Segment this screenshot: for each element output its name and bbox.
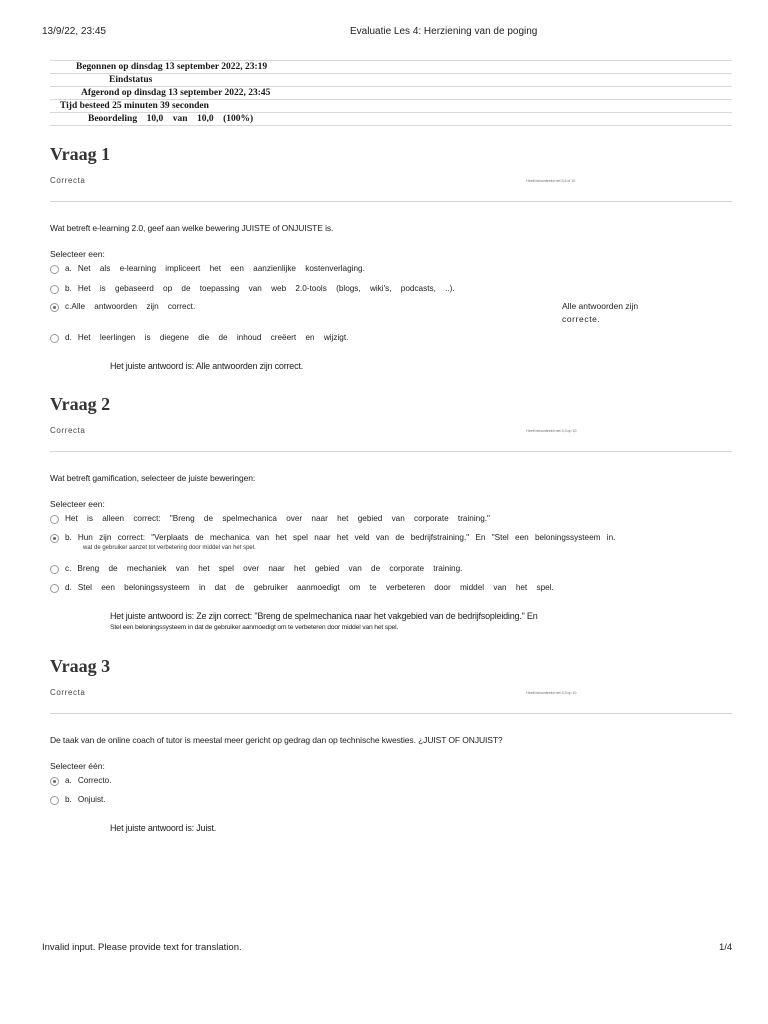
question-1-text: Wat betreft e-learning 2.0, geef aan welke bewering JUISTE of ONJUISTE is. (50, 223, 334, 233)
option-letter: d. (65, 333, 72, 342)
radio-unchecked-icon[interactable] (50, 515, 59, 524)
option-letter: b. (65, 284, 72, 293)
question-3-grade: Heeft beoordeeld met 3,3 op 10 (526, 690, 577, 695)
summary-row-time (50, 99, 732, 112)
option-letter: b. (65, 533, 72, 542)
option-text: c.Alle antwoorden zijn correct. (65, 302, 196, 311)
question-2-right-answer: Het juiste antwoord is: Ze zijn correct: "Breng de spelmechanica naar het vakgebied van de bedrijfsopleiding." En (110, 611, 538, 621)
footer-note: Invalid input. Please provide text for translation. (42, 942, 242, 953)
question-3-text: De taak van de online coach of tutor is meestal meer gericht op gedrag dan op technische kwesties. ¿JUIST OF ONJUIST? (50, 735, 503, 745)
question-1-feedback: Alle antwoorden zijn (562, 301, 639, 311)
question-2-state: Correcta (50, 426, 86, 435)
question-1-feedback-2: correcte. (562, 314, 601, 324)
summary-row-grade (50, 112, 732, 126)
question-1-state: Correcta (50, 176, 86, 185)
radio-unchecked-icon[interactable] (50, 285, 59, 294)
summary-grade: Beoordeling 10,0 van 10,0 (100%) (88, 114, 254, 124)
summary-row-finished (50, 86, 732, 99)
attempt-summary-table (50, 60, 732, 126)
question-1-option-a[interactable] (50, 264, 365, 274)
option-text: Correcto. (77, 776, 112, 785)
question-1-option-c[interactable] (50, 302, 195, 312)
radio-checked-icon[interactable] (50, 777, 59, 786)
question-2-option-c[interactable] (50, 564, 462, 574)
option-text: Het is gebaseerd op de toepassing van web 2.0-tools (blogs, wiki's, podcasts, ..). (77, 284, 455, 293)
question-2-option-d[interactable] (50, 583, 554, 593)
summary-finished: Afgerond op dinsdag 13 september 2022, 23:45 (81, 88, 271, 98)
option-text: Het leerlingen is diegene die de inhoud creëert en wijzigt. (77, 333, 349, 342)
option-letter: b. (65, 795, 72, 804)
option-letter: a. (65, 776, 72, 785)
question-1-title: Vraag 1 (50, 144, 111, 164)
question-1-grade: Heeft beoordeeld met 3,4 of 10 (526, 178, 576, 183)
question-2-text: Wat betreft gamification, selecteer de juiste beweringen: (50, 473, 256, 483)
page-number: 1/4 (719, 942, 733, 953)
radio-unchecked-icon[interactable] (50, 265, 59, 274)
summary-row-started (50, 60, 732, 73)
question-3-divider (50, 713, 732, 714)
option-letter: a. (65, 264, 72, 273)
question-3-title: Vraag 3 (50, 656, 111, 676)
option-letter: d. (65, 583, 72, 592)
question-1-option-d[interactable] (50, 333, 348, 343)
summary-started: Begonnen op dinsdag 13 september 2022, 23:19 (76, 62, 268, 72)
option-text: Hun zijn correct: "Verplaats de mechanica van het spel naar het veld van de bedrijfstraining." En "Stel een beloningssysteem in. (77, 533, 616, 542)
option-text: Stel een beloningssysteem in dat de gebruiker aanmoedigt om te verbeteren door middel van het spel. (77, 583, 554, 592)
page-title: Evaluatie Les 4: Herziening van de poging (350, 26, 538, 37)
question-1-right-answer: Het juiste antwoord is: Alle antwoorden zijn correct. (110, 361, 303, 371)
option-text: Breng de mechaniek van het spel over naar het gebied van de corporate training. (77, 564, 463, 573)
question-3-option-a[interactable] (50, 776, 112, 786)
question-2-divider (50, 451, 732, 452)
question-3-state: Correcta (50, 688, 86, 697)
radio-checked-icon[interactable] (50, 534, 59, 543)
question-3-right-answer: Het juiste antwoord is: Juist. (110, 823, 217, 833)
summary-row-status (50, 73, 732, 86)
question-2-title: Vraag 2 (50, 394, 111, 414)
radio-checked-icon[interactable] (50, 303, 59, 312)
question-1-divider (50, 201, 732, 202)
radio-unchecked-icon[interactable] (50, 334, 59, 343)
question-2-right-answer-2: Stel een beloningssysteem in dat de gebruiker aanmoedigt om te verbeteren door middel van het spel. (110, 624, 399, 631)
question-1-prompt: Selecteer een: (50, 249, 105, 259)
question-2-grade: Heeft beoordeeld met 3,3 op 10 (526, 428, 577, 433)
question-2-option-b-continuation: wat de gebruiker aanzet tot verbetering door middel van het spel. (83, 545, 256, 551)
option-text: Net als e-learning impliceert het een aanzienlijke kostenverlaging. (77, 264, 365, 273)
question-2-option-a[interactable] (50, 514, 490, 524)
radio-unchecked-icon[interactable] (50, 796, 59, 805)
question-3-prompt: Selecteer één: (50, 761, 105, 771)
radio-unchecked-icon[interactable] (50, 584, 59, 593)
print-datetime: 13/9/22, 23:45 (42, 26, 106, 37)
question-3-option-b[interactable] (50, 795, 106, 805)
summary-time: Tijd besteed 25 minuten 39 seconden (60, 101, 209, 111)
option-text: Het is alleen correct: "Breng de spelmechanica over naar het gebied van corporate training." (65, 514, 490, 523)
summary-status: Eindstatus (109, 75, 153, 85)
question-2-prompt: Selecteer een: (50, 499, 105, 509)
option-text: Onjuist. (77, 795, 106, 804)
radio-unchecked-icon[interactable] (50, 565, 59, 574)
question-2-option-b[interactable] (50, 533, 615, 543)
question-1-option-b[interactable] (50, 284, 455, 294)
option-letter: c. (65, 564, 72, 573)
